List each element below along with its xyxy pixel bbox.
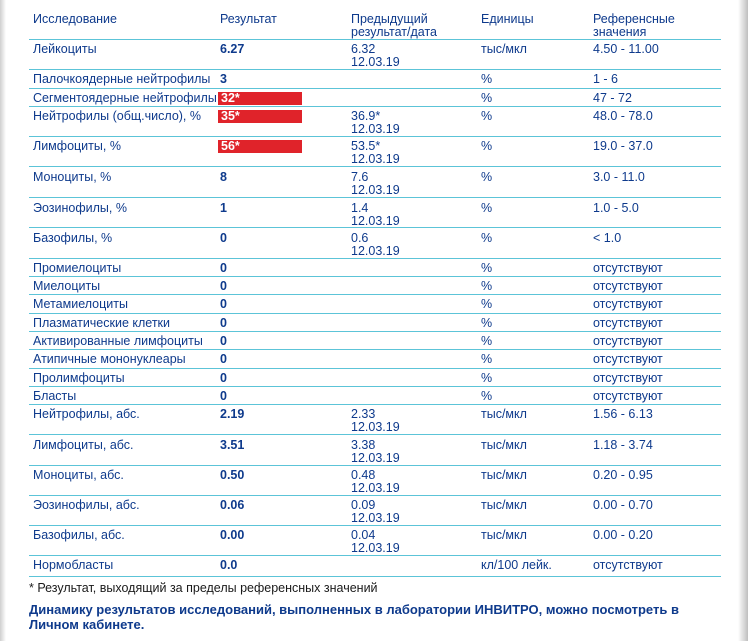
result-value: 0 <box>220 316 227 330</box>
units-value: % <box>481 352 493 366</box>
row-rule <box>29 69 721 70</box>
reference-range: 0.00 - 0.70 <box>593 498 653 512</box>
units-value: % <box>481 371 493 385</box>
reference-range: 0.20 - 0.95 <box>593 468 653 482</box>
header-previous: Предыдущий результат/дата <box>351 12 437 39</box>
result-value: 3 <box>220 72 227 86</box>
units-value: % <box>481 72 493 86</box>
previous-value: 6.32 <box>351 42 376 56</box>
row-rule <box>29 294 721 295</box>
result-value: 0 <box>220 279 227 293</box>
reference-range: 1 - 6 <box>593 72 619 86</box>
units-value: тыс/мкл <box>481 42 527 56</box>
previous-date: 12.03.19 <box>351 55 400 69</box>
reference-range: отсутствуют <box>593 297 663 311</box>
result-value: 0.50 <box>220 468 245 482</box>
reference-range: 4.50 - 11.00 <box>593 42 659 56</box>
result-value: 0.00 <box>220 528 245 542</box>
units-value: тыс/мкл <box>481 528 527 542</box>
result-value: 1 <box>220 201 227 215</box>
reference-range: 1.56 - 6.13 <box>593 407 653 421</box>
page-shadow-left <box>0 0 6 641</box>
header-reference: Референсные значения <box>593 12 675 39</box>
previous-value: 1.4 <box>351 201 369 215</box>
previous-value: 2.33 <box>351 407 376 421</box>
result-value: 0 <box>220 261 227 275</box>
previous-value: 7.6 <box>351 170 369 184</box>
units-value: % <box>481 201 493 215</box>
test-name: Промиелоциты <box>33 261 122 275</box>
header-result: Результат <box>220 12 277 26</box>
units-value: % <box>481 139 493 153</box>
test-name: Плазматические клетки <box>33 316 171 330</box>
test-name: Миелоциты <box>33 279 101 293</box>
test-name: Базофилы, % <box>33 231 113 245</box>
result-value: 3.51 <box>220 438 245 452</box>
units-value: тыс/мкл <box>481 407 527 421</box>
units-value: % <box>481 261 493 275</box>
test-name: Активированные лимфоциты <box>33 334 203 348</box>
reference-range: 47 - 72 <box>593 91 632 105</box>
units-value: % <box>481 316 493 330</box>
test-name: Лейкоциты <box>33 42 97 56</box>
result-value: 0 <box>220 371 227 385</box>
test-name: Сегментоядерные нейтрофилы <box>33 91 217 105</box>
row-rule <box>29 88 721 89</box>
flagged-result: 56* <box>218 140 302 153</box>
test-name: Метамиелоциты <box>33 297 128 311</box>
reference-range: отсутствуют <box>593 558 663 572</box>
row-rule <box>29 465 721 466</box>
row-rule <box>29 313 721 314</box>
previous-value: 0.09 <box>351 498 376 512</box>
row-rule <box>29 106 721 107</box>
row-rule <box>29 434 721 435</box>
reference-range: отсутствуют <box>593 371 663 385</box>
result-value: 0 <box>220 334 227 348</box>
row-rule <box>29 349 721 350</box>
previous-value: 0.6 <box>351 231 369 245</box>
row-rule <box>29 276 721 277</box>
row-rule <box>29 404 721 405</box>
result-value: 0 <box>220 231 227 245</box>
result-value: 0 <box>220 389 227 403</box>
previous-date: 12.03.19 <box>351 541 400 555</box>
test-name: Эозинофилы, % <box>33 201 127 215</box>
test-name: Палочкоядерные нейтрофилы <box>33 72 211 86</box>
units-value: % <box>481 170 493 184</box>
result-value: 2.19 <box>220 407 245 421</box>
units-value: % <box>481 389 493 403</box>
units-value: кл/100 лейк. <box>481 558 552 572</box>
flagged-result: 35* <box>218 110 302 123</box>
header-units: Единицы <box>481 12 534 26</box>
units-value: % <box>481 279 493 293</box>
row-rule <box>29 525 721 526</box>
units-value: % <box>481 109 493 123</box>
previous-date: 12.03.19 <box>351 183 400 197</box>
row-rule <box>29 386 721 387</box>
reference-range: отсутствуют <box>593 352 663 366</box>
footnote: * Результат, выходящий за пределы референсных значений <box>29 581 378 595</box>
row-rule <box>29 227 721 228</box>
reference-range: отсутствуют <box>593 316 663 330</box>
reference-range: 19.0 - 37.0 <box>593 139 653 153</box>
test-name: Лимфоциты, абс. <box>33 438 134 452</box>
reference-range: 48.0 - 78.0 <box>593 109 653 123</box>
test-name: Нейтрофилы, абс. <box>33 407 140 421</box>
test-name: Нормобласты <box>33 558 114 572</box>
reference-range: 3.0 - 11.0 <box>593 170 645 184</box>
reference-range: < 1.0 <box>593 231 622 245</box>
result-value: 8 <box>220 170 227 184</box>
row-rule <box>29 136 721 137</box>
previous-date: 12.03.19 <box>351 451 400 465</box>
reference-range: 1.18 - 3.74 <box>593 438 653 452</box>
reference-range: отсутствуют <box>593 261 663 275</box>
row-rule <box>29 368 721 369</box>
test-name: Нейтрофилы (общ.число), % <box>33 109 201 123</box>
previous-date: 12.03.19 <box>351 214 400 228</box>
result-value: 6.27 <box>220 42 245 56</box>
previous-value: 3.38 <box>351 438 376 452</box>
reference-range: отсутствуют <box>593 279 663 293</box>
reference-range: 1.0 - 5.0 <box>593 201 639 215</box>
result-value: 0.0 <box>220 558 238 572</box>
test-name: Моноциты, % <box>33 170 112 184</box>
previous-value: 0.48 <box>351 468 376 482</box>
previous-date: 12.03.19 <box>351 152 400 166</box>
page-shadow-right <box>738 0 748 641</box>
row-rule <box>29 495 721 496</box>
test-name: Пролимфоциты <box>33 371 125 385</box>
cabinet-note: Динамику результатов исследований, выполненных в лаборатории ИНВИТРО, можно посмотреть в Личном кабинете. <box>29 602 679 632</box>
test-name: Базофилы, абс. <box>33 528 125 542</box>
result-value: 0 <box>220 297 227 311</box>
previous-value: 53.5* <box>351 139 381 153</box>
test-name: Лимфоциты, % <box>33 139 121 153</box>
result-value: 0 <box>220 352 227 366</box>
units-value: % <box>481 91 493 105</box>
previous-date: 12.03.19 <box>351 481 400 495</box>
units-value: % <box>481 231 493 245</box>
row-rule <box>29 197 721 198</box>
previous-date: 12.03.19 <box>351 122 400 136</box>
row-rule <box>29 576 721 577</box>
units-value: тыс/мкл <box>481 498 527 512</box>
units-value: % <box>481 334 493 348</box>
test-name: Бласты <box>33 389 77 403</box>
units-value: тыс/мкл <box>481 468 527 482</box>
row-rule <box>29 331 721 332</box>
row-rule <box>29 258 721 259</box>
previous-value: 36.9* <box>351 109 381 123</box>
reference-range: 0.00 - 0.20 <box>593 528 653 542</box>
row-rule <box>29 166 721 167</box>
row-rule <box>29 555 721 556</box>
header-test: Исследование <box>33 12 117 26</box>
flagged-result: 32* <box>218 92 302 105</box>
units-value: % <box>481 297 493 311</box>
header-rule <box>29 39 721 40</box>
result-value: 0.06 <box>220 498 245 512</box>
previous-value: 0.04 <box>351 528 376 542</box>
previous-date: 12.03.19 <box>351 420 400 434</box>
reference-range: отсутствуют <box>593 334 663 348</box>
previous-date: 12.03.19 <box>351 244 400 258</box>
units-value: тыс/мкл <box>481 438 527 452</box>
previous-date: 12.03.19 <box>351 511 400 525</box>
test-name: Эозинофилы, абс. <box>33 498 140 512</box>
reference-range: отсутствуют <box>593 389 663 403</box>
test-name: Моноциты, абс. <box>33 468 124 482</box>
test-name: Атипичные мононуклеары <box>33 352 186 366</box>
